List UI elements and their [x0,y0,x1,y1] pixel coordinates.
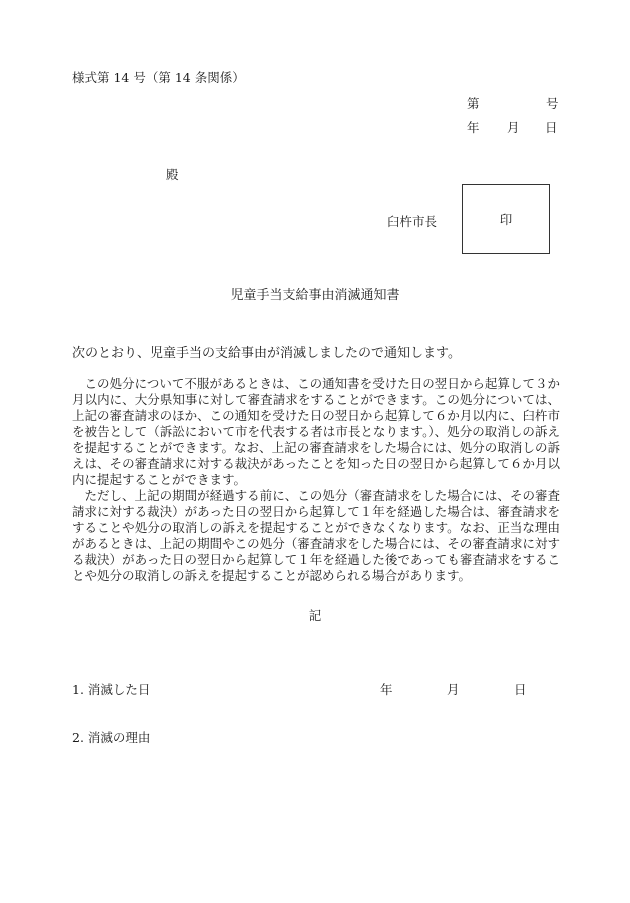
item2-label: 2. 消滅の理由 [72,730,151,745]
item1-day-label: 日 [514,682,527,697]
appeal-notice-paragraph-2: ただし、上記の期間が経過する前に、この処分（審査請求をした場合には、その審査請求に対する裁決）があった日の翌日から起算して１年を経過した場合は、審査請求をすることや処分の取消しの訴えを提起することができなくなります。なお、正当な理由があるときは、上記の期間やこの処分（審査請求をした場合には、その審査請求に対する裁決）があった日の翌日から起算して１年を経過した後であっても審査請求をすることや処分の取消しの訴えを提起することが認められる場合があります。 [72,488,560,583]
document-number-prefix: 第 [467,96,480,111]
form-number: 様式第 14 号（第 14 条関係） [72,70,245,85]
date-day-label: 日 [545,120,558,135]
addressee-honorific: 殿 [166,167,179,182]
intro-text: 次のとおり、児童手当の支給事由が消滅しましたので通知します。 [72,346,461,361]
ki-heading: 記 [308,608,322,623]
date-month-label: 月 [507,120,520,135]
seal-box [462,184,550,254]
document-title: 児童手当支給事由消滅通知書 [230,288,400,303]
document-number-suffix: 号 [546,96,559,111]
seal-label: 印 [499,212,513,227]
date-year-label: 年 [467,120,480,135]
issuer-name: 臼杵市長 [387,214,438,229]
appeal-notice [72,376,560,584]
item1-year-label: 年 [380,682,393,697]
item1-month-label: 月 [447,682,460,697]
item1-label: 1. 消滅した日 [72,682,151,697]
appeal-notice-paragraph-1: この処分について不服があるときは、この通知書を受けた日の翌日から起算して３か月以内に、大分県知事に対して審査請求をすることができます。この処分については、上記の審査請求のほか、この通知を受けた日の翌日から起算して６か月以内に、臼杵市を被告として（訴訟において市を代表する者は市長となります。）、処分の取消しの訴えを提起することができます。なお、上記の審査請求をした場合には、処分の取消しの訴えは、その審査請求に対する裁決があったことを知った日の翌日から起算して６か月以内に提起することができます。 [72,376,560,487]
